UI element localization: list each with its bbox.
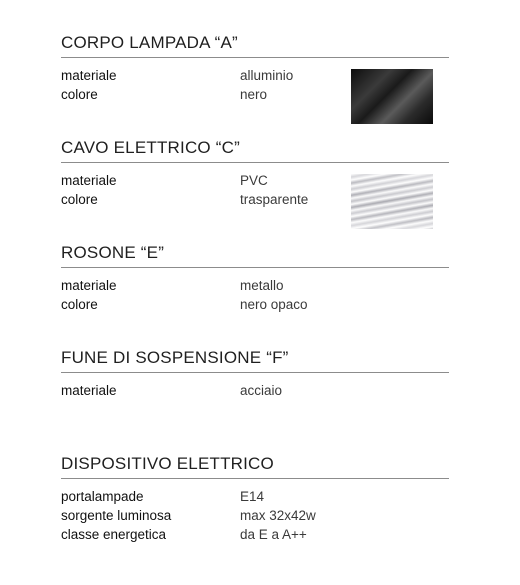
spec-value: nero — [240, 87, 268, 102]
spec-label: colore — [61, 192, 98, 207]
section-rosone — [61, 243, 449, 314]
section-dispositivo-elettrico — [61, 454, 449, 544]
spec-row-sorgente-luminosa — [61, 506, 449, 525]
spec-rows — [61, 487, 449, 544]
section-title: DISPOSITIVO ELETTRICO — [61, 454, 449, 479]
spec-label: colore — [61, 297, 98, 312]
spec-rows — [61, 276, 449, 314]
spec-row-portalampade — [61, 487, 449, 506]
spec-label: colore — [61, 87, 98, 102]
transparent-cable-swatch — [351, 174, 433, 229]
spec-value: E14 — [240, 489, 265, 504]
spec-row-classe-energetica — [61, 525, 449, 544]
spec-value: acciaio — [240, 383, 283, 398]
spec-label: portalampade — [61, 489, 144, 504]
spec-value: nero opaco — [240, 297, 308, 312]
spec-row-materiale — [61, 381, 449, 400]
spec-value: trasparente — [240, 192, 309, 207]
section-corpo-lampada — [61, 33, 449, 104]
spec-value: da E a A++ — [240, 527, 307, 542]
spec-label: materiale — [61, 173, 117, 188]
section-title: FUNE DI SOSPENSIONE “F” — [61, 348, 449, 373]
spec-rows — [61, 381, 449, 400]
spec-label: materiale — [61, 68, 117, 83]
spec-value: alluminio — [240, 68, 294, 83]
section-title: CAVO ELETTRICO “C” — [61, 138, 449, 163]
black-aluminium-swatch — [351, 69, 433, 124]
spec-label: materiale — [61, 278, 117, 293]
spec-value: max 32x42w — [240, 508, 316, 523]
spec-label: sorgente luminosa — [61, 508, 172, 523]
section-cavo-elettrico — [61, 138, 449, 209]
spec-row-colore — [61, 295, 449, 314]
section-fune-sospensione — [61, 348, 449, 400]
spec-row-materiale — [61, 276, 449, 295]
spec-label: classe energetica — [61, 527, 167, 542]
spec-value: PVC — [240, 173, 268, 188]
section-title: CORPO LAMPADA “A” — [61, 33, 449, 58]
spec-label: materiale — [61, 383, 117, 398]
section-title: ROSONE “E” — [61, 243, 449, 268]
spec-value: metallo — [240, 278, 284, 293]
